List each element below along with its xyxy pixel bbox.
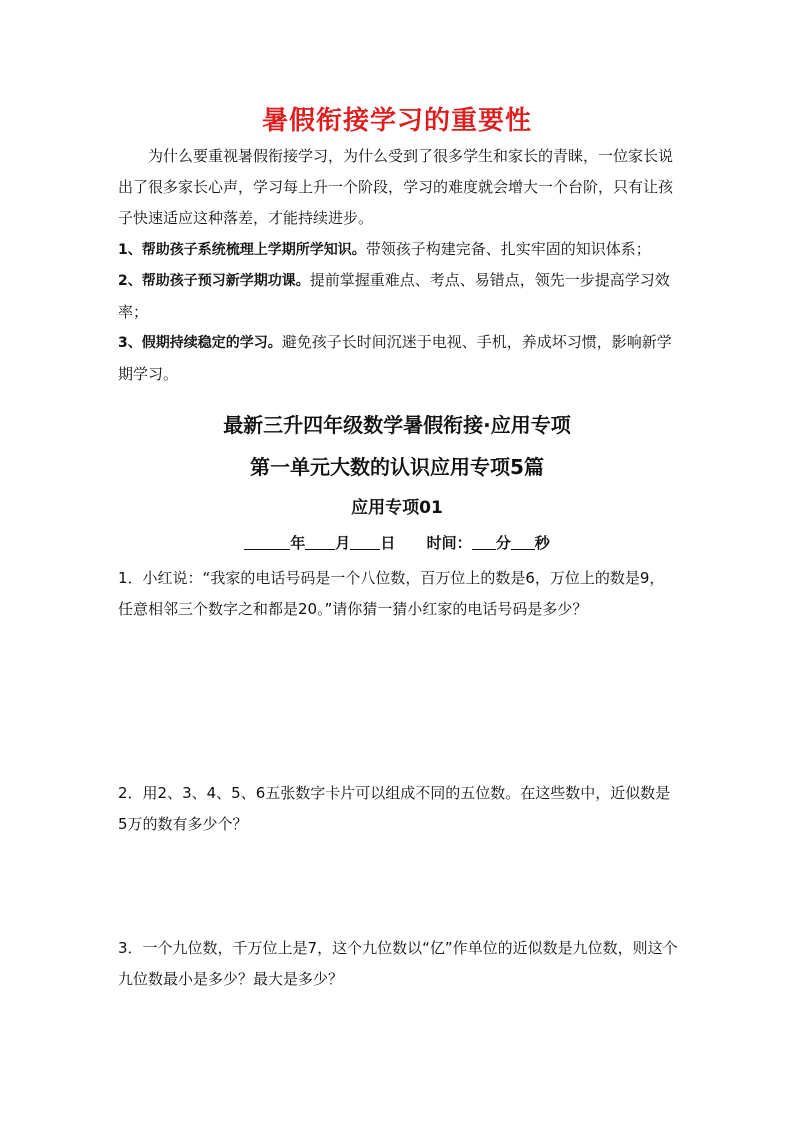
question-3: 3．一个九位数，千万位上是7，这个九位数以“亿”作单位的近似数是九位数，则这个九位数最小是多少？最大是多少？: [118, 939, 678, 988]
main-heading: 最新三升四年级数学暑假衔接·应用专项: [223, 413, 571, 437]
point-text: 提前掌握重难点、考点、易错点，领先一步提高学习效率；: [118, 271, 670, 321]
point-lead: 1、帮助孩子系统梳理上学期所学知识。: [118, 242, 366, 258]
point-text: 带领孩子构建完备、扎实牢固的知识体系；: [365, 240, 651, 258]
sub-heading: 第一单元大数的认识应用专项5篇: [250, 455, 544, 479]
point-lead: 2、帮助孩子预习新学期功课。: [118, 273, 310, 289]
intro-paragraph: 为什么要重视暑假衔接学习，为什么受到了很多学生和家长的青睐，一位家长说出了很多家长心声，学习每上升一个阶段，学习的难度就会增大一个台阶，只有让孩子快速适应这种落差，才能持续进步。: [118, 147, 674, 227]
minute-blank[interactable]: [472, 533, 496, 550]
question-1: 1．小红说：“我家的电话号码是一个八位数，百万位上的数是6，万位上的数是9，任意相邻三个数字之和都是20。”请你猜一猜小红家的电话号码是多少？: [118, 569, 665, 618]
point-lead: 3、假期持续稳定的学习。: [118, 335, 282, 351]
point-item: [118, 234, 678, 266]
point-item: [118, 327, 678, 390]
second-blank[interactable]: [511, 533, 535, 550]
day-blank[interactable]: [350, 533, 380, 550]
question-2: 2．用2、3、4、5、6五张数字卡片可以组成不同的五位数。在这些数中，近似数是5万的数有多少个？: [118, 784, 671, 833]
point-item: [118, 265, 678, 328]
time-label: 时间：: [426, 534, 472, 552]
point-text: 避免孩子长时间沉迷于电视、手机，养成坏习惯，影响新学期学习。: [118, 333, 672, 383]
intro-title: 暑假衔接学习的重要性: [261, 106, 532, 136]
second-label: 秒: [534, 534, 550, 552]
minute-label: 分: [495, 534, 511, 552]
year-blank[interactable]: [244, 533, 290, 550]
day-label: 日: [380, 534, 396, 552]
section-heading: 应用专项01: [351, 498, 443, 518]
month-label: 月: [335, 534, 351, 552]
date-time-line: [0, 532, 794, 553]
year-label: 年: [290, 534, 306, 552]
month-blank[interactable]: [305, 533, 335, 550]
